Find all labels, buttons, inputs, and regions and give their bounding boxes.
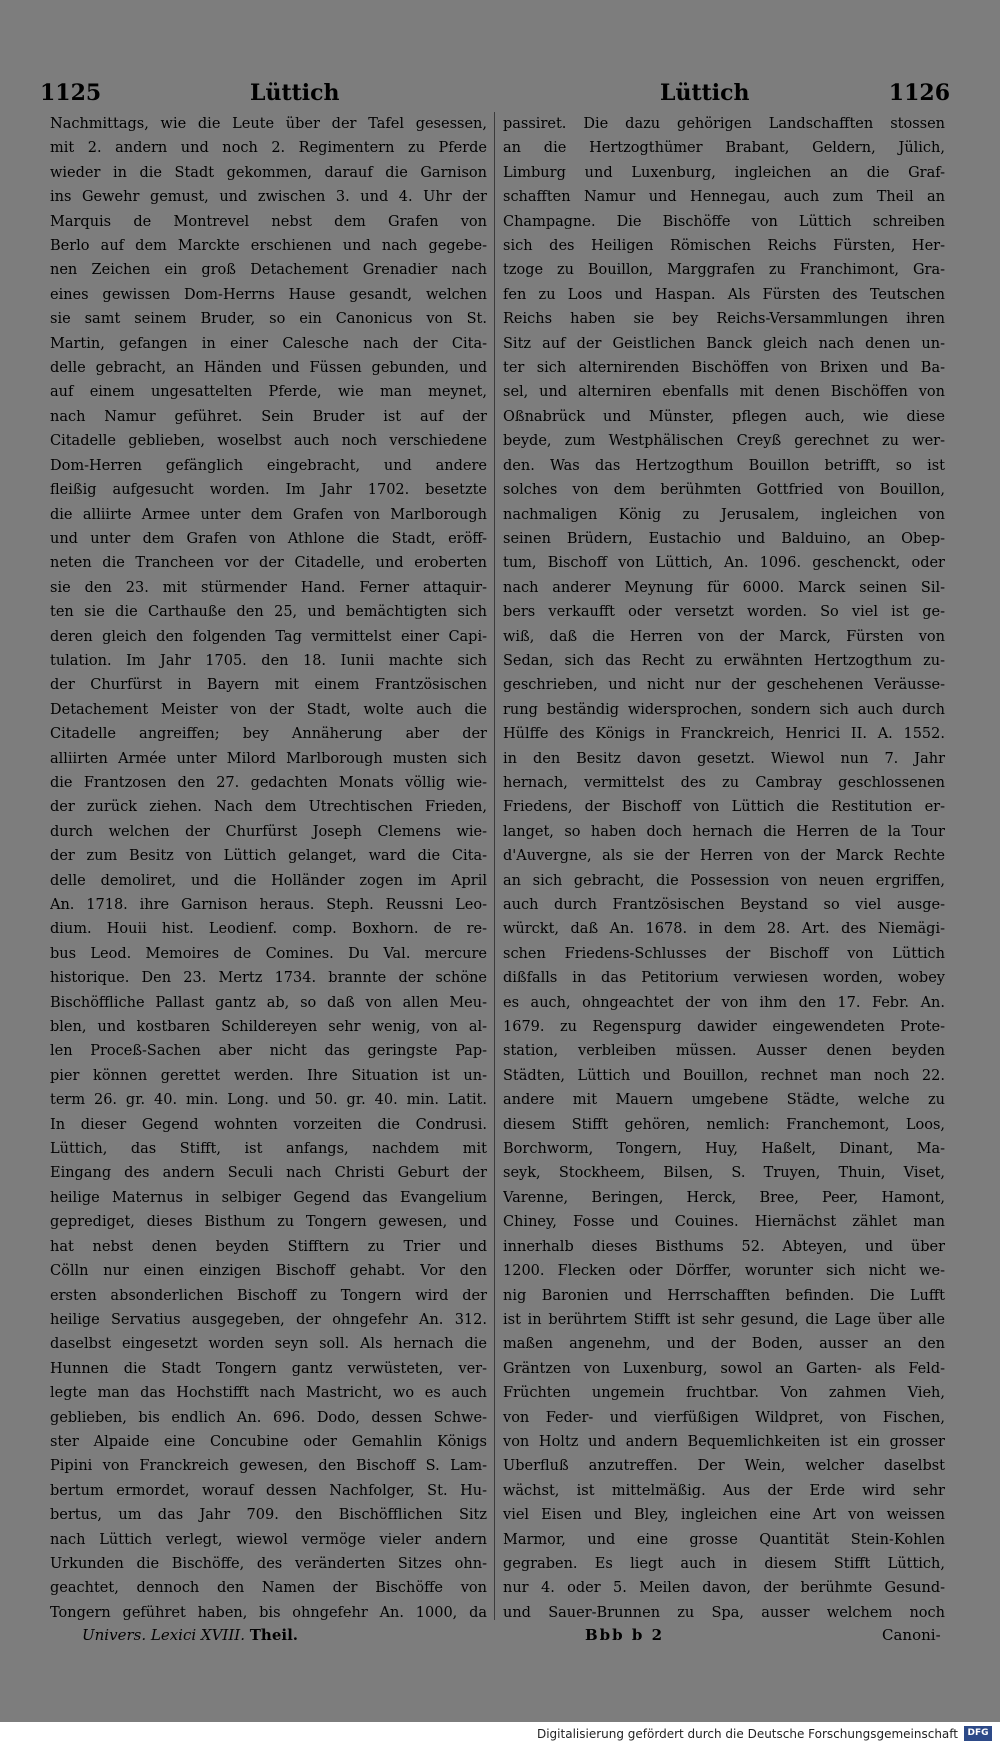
- text-line: geprediget, dieses Bisthum zu Tongern gewesen, und: [50, 1214, 487, 1231]
- text-line: von Feder- und vierfüßigen Wildpret, von Fischen,: [503, 1409, 945, 1426]
- text-line: Nachmittags, wie die Leute über der Tafel gesessen,: [50, 116, 487, 132]
- text-line: und unter dem Grafen von Athlone die Stadt, eröff-: [50, 530, 487, 547]
- text-line: hat nebst denen beyden Stifftern zu Trier und: [50, 1238, 487, 1255]
- running-title-right: Lüttich: [660, 80, 750, 106]
- text-line: geblieben, bis endlich An. 696. Dodo, dessen Schwe-: [50, 1409, 487, 1426]
- text-line: ist in berührtem Stifft ist sehr gesund, die Lage über alle: [503, 1311, 945, 1328]
- text-line: hernach, vermittelst des zu Cambray geschlossenen: [503, 774, 945, 791]
- text-line: innerhalb dieses Bisthums 52. Abteyen, und über: [503, 1238, 945, 1255]
- text-line: durch welchen der Churfürst Joseph Clemens wie-: [50, 823, 487, 840]
- text-line: station, verbleiben müssen. Ausser denen beyden: [503, 1043, 945, 1060]
- text-line: ster Alpaide eine Concubine oder Gemahlin Königs: [50, 1433, 487, 1450]
- text-line: gegraben. Es liegt auch in diesem Stifft Lüttich,: [503, 1555, 945, 1572]
- text-line: Städten, Lüttich und Bouillon, rechnet man noch 22.: [503, 1067, 945, 1084]
- text-line: solches von dem berühmten Gottfried von Bouillon,: [503, 482, 945, 499]
- text-line: tum, Bischoff von Lüttich, An. 1096. geschenckt, oder: [503, 555, 945, 572]
- text-line: tzoge zu Bouillon, Marggrafen zu Franchimont, Gra-: [503, 262, 945, 279]
- text-line: nach anderer Meynung für 6000. Marck seinen Sil-: [503, 579, 945, 596]
- text-line: Hülffe des Königs in Franckreich, Henrici II. A. 1552.: [503, 726, 945, 743]
- text-line: bertus, um das Jahr 709. den Bischöfflichen Sitz: [50, 1507, 487, 1524]
- text-line: bus Leod. Memoires de Comines. Du Val. mercure: [50, 945, 487, 962]
- text-line: Früchten ungemein fruchtbar. Von zahmen Vieh,: [503, 1385, 945, 1402]
- text-line: neten die Trancheen vor der Citadelle, und eroberten: [50, 555, 487, 572]
- text-line: bertum ermordet, worauf dessen Nachfolger, St. Hu-: [50, 1482, 487, 1499]
- text-line: Detachement Meister von der Stadt, wolte auch die: [50, 701, 487, 718]
- text-line: es auch, ohngeachtet der von ihm den 17. Febr. An.: [503, 994, 945, 1011]
- text-line: Chiney, Fosse und Couines. Hiernächst zählet man: [503, 1214, 945, 1231]
- text-line: heilige Servatius ausgegeben, der ohngefehr An. 312.: [50, 1311, 487, 1328]
- text-line: Friedens, der Bischoff von Lüttich die Restitution er-: [503, 799, 945, 816]
- text-line: nach Namur geführet. Sein Bruder ist auf der: [50, 408, 487, 425]
- text-line: Hunnen die Stadt Tongern gantz verwüsteten, ver-: [50, 1360, 487, 1377]
- text-line: eines gewissen Dom-Herrns Hause gesandt, welchen: [50, 286, 487, 303]
- text-line: Eingang des andern Seculi nach Christi Geburt der: [50, 1165, 487, 1182]
- text-line: sel, und alterniren ebenfalls mit denen Bischöffen von: [503, 384, 945, 401]
- text-line: Sitz auf der Geistlichen Banck gleich nach denen un-: [503, 335, 945, 352]
- text-line: Reichs haben sie bey Reichs-Versammlungen ihren: [503, 311, 945, 328]
- footer-volume-title: Univers. Lexici XVIII.: [82, 1626, 245, 1644]
- text-line: andere mit Mauern umgebene Städte, welche zu: [503, 1092, 945, 1109]
- text-line: ter sich alternirenden Bischöffen von Brixen und Ba-: [503, 360, 945, 377]
- text-line: diesem Stifft gehören, nemlich: Franchemont, Loos,: [503, 1116, 945, 1133]
- text-line: nur 4. oder 5. Meilen davon, der berühmte Gesund-: [503, 1580, 945, 1597]
- text-line: ten sie die Carthauße den 25, und bemächtigten sich: [50, 604, 487, 621]
- text-line: bers verkaufft oder versetzt worden. So viel ist ge-: [503, 604, 945, 621]
- text-line: die alliirte Armee unter dem Grafen von Marlborough: [50, 506, 487, 523]
- text-line: geschrieben, und nicht nur der geschehenen Veräusse-: [503, 677, 945, 694]
- text-line: an sich gebracht, die Possession von neuen ergriffen,: [503, 872, 945, 889]
- signature-mark: Bbb b 2: [585, 1626, 665, 1644]
- text-line: Limburg und Luxenburg, ingleichen an die Graf-: [503, 164, 945, 181]
- running-head-right: [510, 78, 950, 108]
- text-line: sich des Heiligen Römischen Reichs Fürsten, Her-: [503, 238, 945, 255]
- text-line: blen, und kostbaren Schildereyen sehr wenig, von al-: [50, 1019, 487, 1036]
- text-line: fen zu Loos und Haspan. Als Fürsten des Teutschen: [503, 286, 945, 303]
- text-line: Gräntzen von Luxenburg, sowol an Garten- als Feld-: [503, 1360, 945, 1377]
- text-line: maßen angenehm, und der Boden, ausser an den: [503, 1336, 945, 1353]
- text-line: seyk, Stockheem, Bilsen, S. Truyen, Thuin, Viset,: [503, 1165, 945, 1182]
- text-line: schafften Namur und Hennegau, auch zum Theil an: [503, 189, 945, 206]
- text-line: der Churfürst in Bayern mit einem Frantzösischen: [50, 677, 487, 694]
- text-line: Marquis de Montrevel nebst dem Grafen von: [50, 213, 487, 230]
- text-line: Pipini von Franckreich gewesen, den Bischoff S. Lam-: [50, 1458, 487, 1475]
- text-line: Urkunden die Bischöffe, des veränderten Sitzes ohn-: [50, 1555, 487, 1572]
- text-column-left: [50, 112, 487, 1622]
- text-line: Sedan, sich das Recht zu erwähnten Hertzogthum zu-: [503, 652, 945, 669]
- column-divider: [494, 112, 495, 1620]
- text-line: viel Eisen und Bley, ingleichen eine Art von weissen: [503, 1507, 945, 1524]
- text-line: In dieser Gegend wohnten vorzeiten die Condrusi.: [50, 1116, 487, 1133]
- footer-volume-part: Theil.: [249, 1626, 298, 1644]
- text-line: wieder in die Stadt gekommen, darauf die Garnison: [50, 164, 487, 181]
- text-line: historique. Den 23. Mertz 1734. brannte der schöne: [50, 970, 487, 987]
- text-line: Champagne. Die Bischöffe von Lüttich schreiben: [503, 213, 945, 230]
- text-line: seinen Brüdern, Eustachio und Balduino, an Obep-: [503, 530, 945, 547]
- text-line: von Holtz und andern Bequemlichkeiten ist ein grosser: [503, 1433, 945, 1450]
- text-line: mit 2. andern und noch 2. Regimentern zu Pferde: [50, 140, 487, 157]
- text-line: tulation. Im Jahr 1705. den 18. Iunii machte sich: [50, 652, 487, 669]
- text-line: Tongern geführet haben, bis ohngefehr An. 1000, da: [50, 1604, 487, 1621]
- text-line: an die Hertzogthümer Brabant, Geldern, Jülich,: [503, 140, 945, 157]
- catchword: Canoni-: [882, 1626, 941, 1644]
- text-line: Citadelle geblieben, woselbst auch noch verschiedene: [50, 433, 487, 450]
- text-line: heilige Maternus in selbiger Gegend das Evangelium: [50, 1189, 487, 1206]
- text-line: sie den 23. mit stürmender Hand. Ferner attaquir-: [50, 579, 487, 596]
- credit-bar: [0, 1722, 1000, 1747]
- text-line: die Frantzosen den 27. gedachten Monats völlig wie-: [50, 774, 487, 791]
- text-line: in den Besitz davon gesetzt. Wiewol nun 7. Jahr: [503, 750, 945, 767]
- text-line: nig Baronien und Herrschafften befinden. Die Lufft: [503, 1287, 945, 1304]
- text-line: nach Lüttich verlegt, wiewol vermöge vieler andern: [50, 1531, 487, 1548]
- text-line: Uberfluß anzutreffen. Der Wein, welcher daselbst: [503, 1458, 945, 1475]
- text-line: beyde, zum Westphälischen Creyß gerechnet zu wer-: [503, 433, 945, 450]
- dfg-logo: DFG: [964, 1726, 992, 1741]
- text-line: Lüttich, das Stifft, ist anfangs, nachdem mit: [50, 1141, 487, 1158]
- text-line: Citadelle angreiffen; bey Annäherung aber der: [50, 726, 487, 743]
- text-line: wächst, ist mittelmäßig. Aus der Erde wird sehr: [503, 1482, 945, 1499]
- text-line: ins Gewehr gemust, und zwischen 3. und 4. Uhr der: [50, 189, 487, 206]
- text-line: d'Auvergne, als sie der Herren von der Marck Rechte: [503, 848, 945, 865]
- text-line: Cölln nur einen einzigen Bischoff gehabt. Vor den: [50, 1263, 487, 1280]
- text-line: ersten absonderlichen Bischoff zu Tongern wird der: [50, 1287, 487, 1304]
- text-line: rung beständig widersprochen, sondern sich auch durch: [503, 701, 945, 718]
- text-column-right: [503, 112, 945, 1622]
- text-line: sie samt seinem Bruder, so ein Canonicus von St.: [50, 311, 487, 328]
- text-line: alliirten Armée unter Milord Marlborough musten sich: [50, 750, 487, 767]
- text-line: passiret. Die dazu gehörigen Landschafften stossen: [503, 116, 945, 132]
- text-line: 1200. Flecken oder Dörffer, worunter sich nicht we-: [503, 1263, 945, 1280]
- text-line: Marmor, und eine grosse Quantität Stein-Kohlen: [503, 1531, 945, 1548]
- text-line: daselbst eingesetzt worden seyn soll. Als hernach die: [50, 1336, 487, 1353]
- text-line: nachmaligen König zu Jerusalem, ingleichen von: [503, 506, 945, 523]
- text-line: auch durch Frantzösischen Beystand so viel ausge-: [503, 897, 945, 913]
- text-line: Borchworm, Tongern, Huy, Haßelt, Dinant, Ma-: [503, 1141, 945, 1158]
- text-line: Martin, gefangen in einer Calesche nach der Cita-: [50, 335, 487, 352]
- text-line: langet, so haben doch hernach die Herren de la Tour: [503, 823, 945, 840]
- text-line: dißfalls in das Petitorium verwiesen worden, wobey: [503, 970, 945, 987]
- text-line: len Proceß-Sachen aber nicht das geringste Pap-: [50, 1043, 487, 1060]
- text-line: delle gebracht, an Händen und Füssen gebunden, und: [50, 360, 487, 377]
- text-line: An. 1718. ihre Garnison heraus. Steph. Reussni Leo-: [50, 897, 487, 913]
- text-line: geachtet, dennoch den Namen der Bischöffe von: [50, 1580, 487, 1597]
- text-line: dium. Houii hist. Leodienf. comp. Boxhorn. de re-: [50, 921, 487, 938]
- text-line: und Sauer-Brunnen zu Spa, ausser welchem noch: [503, 1604, 945, 1621]
- text-line: delle demoliret, und die Holländer zogen im April: [50, 872, 487, 889]
- text-line: term 26. gr. 40. min. Long. und 50. gr. 40. min. Latit.: [50, 1092, 487, 1109]
- credit-text: Digitalisierung gefördert durch die Deutsche Forschungsgemeinschaft: [536, 1727, 958, 1741]
- text-line: der zurück ziehen. Nach dem Utrechtischen Frieden,: [50, 799, 487, 816]
- text-line: deren gleich den folgenden Tag vermittelst einer Capi-: [50, 628, 487, 645]
- text-line: schen Friedens-Schlusses der Bischoff von Lüttich: [503, 945, 945, 962]
- text-line: wiß, daß die Herren von der Marck, Fürsten von: [503, 628, 945, 645]
- page-number-left: 1125: [40, 80, 102, 106]
- text-line: Oßnabrück und Münster, pflegen auch, wie diese: [503, 408, 945, 425]
- text-line: würckt, daß An. 1678. in dem 28. Art. des Niemägi-: [503, 921, 945, 938]
- text-line: 1679. zu Regenspurg dawider eingewendeten Prote-: [503, 1019, 945, 1036]
- running-title-left: Lüttich: [250, 80, 340, 106]
- footer-volume: [82, 1622, 298, 1648]
- text-line: auf einem ungesattelten Pferde, wie man meynet,: [50, 384, 487, 401]
- text-line: fleißig aufgesucht worden. Im Jahr 1702. besetzte: [50, 482, 487, 499]
- page-number-right: 1126: [888, 80, 950, 106]
- text-line: Varenne, Beringen, Herck, Bree, Peer, Hamont,: [503, 1189, 945, 1206]
- text-line: Bischöffliche Pallast gantz ab, so daß von allen Meu-: [50, 994, 487, 1011]
- text-line: den. Was das Hertzogthum Bouillon betrifft, so ist: [503, 457, 945, 474]
- text-line: legte man das Hochstifft nach Mastricht, wo es auch: [50, 1385, 487, 1402]
- text-line: Dom-Herren gefänglich eingebracht, und andere: [50, 457, 487, 474]
- running-head-left: [40, 78, 480, 108]
- text-line: Berlo auf dem Marckte erschienen und nach gegebe-: [50, 238, 487, 255]
- text-line: nen Zeichen ein groß Detachement Grenadier nach: [50, 262, 487, 279]
- text-line: der zum Besitz von Lüttich gelanget, ward die Cita-: [50, 848, 487, 865]
- text-line: pier können gerettet werden. Ihre Situation ist un-: [50, 1067, 487, 1084]
